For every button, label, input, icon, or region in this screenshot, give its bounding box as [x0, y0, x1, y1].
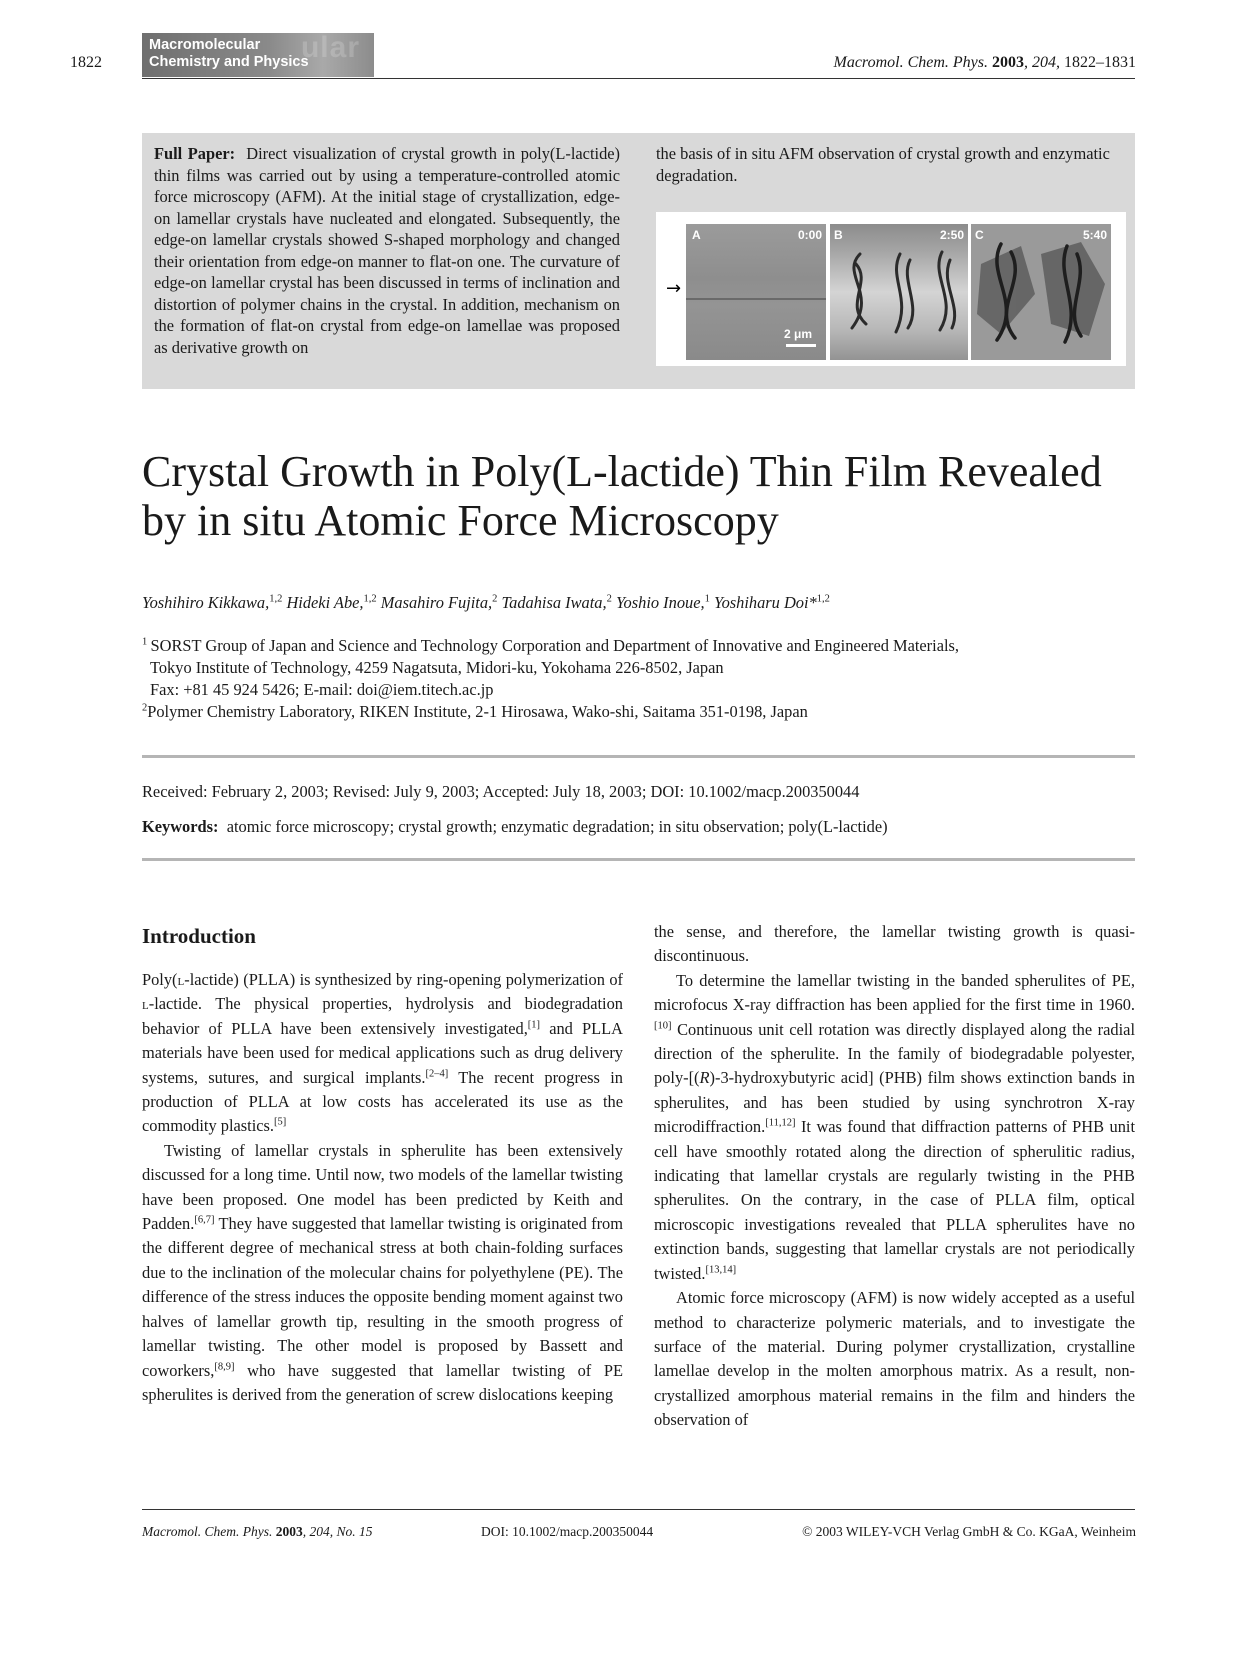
divider-top: [142, 755, 1135, 758]
panel-b-label: B: [834, 228, 843, 242]
logo-watermark-icon: ular: [300, 31, 360, 64]
affiliation-1-address: Tokyo Institute of Technology, 4259 Nagatsuta, Midori-ku, Yokohama 226-8502, Japan: [150, 658, 724, 677]
author: Yoshihiro Kikkawa,$^{1,2}$: [142, 593, 283, 612]
section-heading-introduction: Introduction: [142, 924, 256, 948]
logo-line1: Macromolecular: [149, 37, 261, 53]
footer-doi: DOI: 10.1002/macp.200350044: [481, 1524, 654, 1539]
paragraph: Atomic force microscopy (AFM) is now widely accepted as a useful method to characterize polymeric materials, and to investigate the surface of the material. During polymer crystallization, crystalline lamellae develop in the molten amorphous matrix. As a result, non-crystallized amorphous material remains in the film and hinders the observation of: [654, 1288, 1135, 1430]
scale-bar-label: 2 μm: [784, 327, 813, 341]
panel-a-time: 0:00: [797, 228, 822, 242]
page-number: 1822: [70, 54, 102, 71]
journal-logo: [142, 33, 374, 77]
header-journal: Macromol. Chem. Phys.: [833, 54, 988, 71]
header-citation: Macromol. Chem. Phys. 2003, 204, 1822–1831: [833, 54, 1136, 71]
paragraph: the sense, and therefore, the lamellar twisting growth is quasi-discontinuous.: [654, 922, 1135, 966]
body-column-right: [654, 920, 1135, 1433]
footer-citation: Macromol. Chem. Phys. 2003, 204, No. 15: [142, 1524, 373, 1539]
figure-panel-c: [971, 224, 1111, 360]
header-volume: 204: [1032, 54, 1056, 71]
body-column-left: [142, 968, 623, 1407]
keywords-list: atomic force microscopy; crystal growth; enzymatic degradation; in situ observation; poly(L-lactide): [226, 817, 888, 836]
keywords-label: Keywords:: [142, 817, 219, 836]
author: Hideki Abe,$^{1,2}$: [286, 593, 377, 612]
flat-on-crystals-icon: [971, 224, 1111, 360]
figure-panel-b: [830, 224, 968, 360]
panel-c-label: C: [975, 228, 984, 242]
panel-a-label: A: [692, 228, 701, 242]
figure-panel-a: [686, 224, 826, 360]
received-dates: Received: February 2, 2003; Revised: July 9, 2003; Accepted: July 18, 2003; DOI: 10.1002/macp.200350044: [142, 782, 860, 801]
lamella-streak: [686, 298, 826, 300]
panel-b-time: 2:50: [939, 228, 964, 242]
abstract-figure: [656, 212, 1126, 366]
author-list: [142, 593, 1132, 613]
title-part-1: Crystal Growth in Poly(: [142, 447, 567, 496]
contact-info: Fax: +81 45 924 5426; E-mail: doi@iem.titech.ac.jp: [150, 680, 494, 699]
header-rule: [142, 78, 1135, 79]
abstract-text-continued: the basis of in situ AFM observation of crystal growth and enzymatic degradation.: [656, 144, 1110, 185]
abstract-label: Full Paper:: [154, 144, 236, 163]
divider-bottom: [142, 858, 1135, 861]
paragraph: To determine the lamellar twisting in the banded spherulites of PE, microfocus X-ray diffraction has been applied for the first time in 1960.[10] Continuous unit cell rotation was directly displayed along the radial direction of the spherulite. In the family of biodegradable polyester, poly-[(R)-3-hydroxybutyric acid] (PHB) film shows extinction bands in spherulites, and has been studied by using synchrotron X-ray microdiffraction.[11,12] It was found that diffraction patterns of PHB unit cell have smoothly rotated along the direction of spherulitic radius, indicating that lamellar crystals are regularly twisting in the PHB spherulites. On the contrary, in the case of PLLA film, optical microscopic investigations revealed that PLLA spherulites have no extinction bands, suggesting that lamellar crystals are not periodically twisted.[13,14]: [654, 970, 1135, 1283]
header-pages: 1822–1831: [1064, 54, 1136, 71]
paper-title: [142, 447, 1132, 545]
author: Masahiro Fujita,$^2$: [380, 593, 498, 612]
s-shaped-lamellae-icon: [830, 224, 968, 360]
affiliation-2: $^2$Polymer Chemistry Laboratory, RIKEN Institute, 2-1 Hirosawa, Wako-shi, Saitama 351-0198, Japan: [142, 702, 808, 721]
title-line-2: by in situ Atomic Force Microscopy: [142, 496, 779, 545]
logo-line2: Chemistry and Physics: [149, 54, 309, 70]
author: Yoshio Inoue,$^1$: [615, 593, 710, 612]
title-smallcaps-l: L: [566, 447, 593, 496]
abstract-text: [154, 143, 620, 358]
title-part-2: -lactide) Thin Film Revealed: [593, 447, 1102, 496]
panel-c-time: 5:40: [1082, 228, 1107, 242]
paragraph: Twisting of lamellar crystals in spherulite has been extensively discussed for a long time. Until now, two models of the lamellar twisting have been proposed. One model has been predicted by Keith and Padden.[6,7] They have suggested that lamellar twisting is originated from the different degree of mechanical stress at both chain-folding surfaces due to the inclination of the molecular chains for polyethylene (PE). The difference of the stress induces the opposite bending moment against two halves of lamellar growth tip, resulting in the smooth progress of lamellar twisting. The other model is proposed by Bassett and coworkers,[8,9] who have suggested that lamellar twisting of PE spherulites is derived from the generation of screw dislocations keeping: [142, 1140, 623, 1404]
abstract-body: Direct visualization of crystal growth in poly(L-lactide) thin films was carried out by using a temperature-controlled atomic force microscopy (AFM). At the initial stage of crystallization, edge-on lamellar crystals have nucleated and elongated. Subsequently, the edge-on lamellar crystals showed S-shaped morphology and changed their orientation from edge-on manner to flat-on one. The curvature of edge-on lamellar crystal has been discussed in terms of inclination and distortion of polymer chains in the crystal. In addition, mechanism on the formation of flat-on crystal from edge-on lamellae was proposed as derivative growth on: [154, 144, 620, 357]
scale-bar: [786, 344, 816, 347]
footer-copyright: © 2003 WILEY-VCH Verlag GmbH & Co. KGaA, Weinheim: [802, 1524, 1136, 1539]
author: Yoshiharu Doi*$^{1,2}$: [713, 593, 830, 612]
affiliation-1: $^1$ SORST Group of Japan and Science and Technology Corporation and Department of Innovative and Engineered Materials,: [142, 636, 960, 655]
footer-rule: [142, 1509, 1135, 1510]
paragraph: Poly(l-lactide) (PLLA) is synthesized by ring-opening polymerization of l-lactide. The physical properties, hydrolysis and biodegradation behavior of PLLA have been extensively investigated,[1] and PLLA materials have been used for medical applications such as drug delivery systems, sutures, and surgical implants.[2–4] The recent progress in production of PLLA at low costs has accelerated its use as the commodity plastics.[5]: [142, 970, 623, 1136]
arrow-right-icon: →: [666, 278, 682, 299]
keywords: [142, 817, 888, 837]
author: Tadahisa Iwata,$^2$: [501, 593, 612, 612]
header-year: 2003: [992, 54, 1024, 71]
